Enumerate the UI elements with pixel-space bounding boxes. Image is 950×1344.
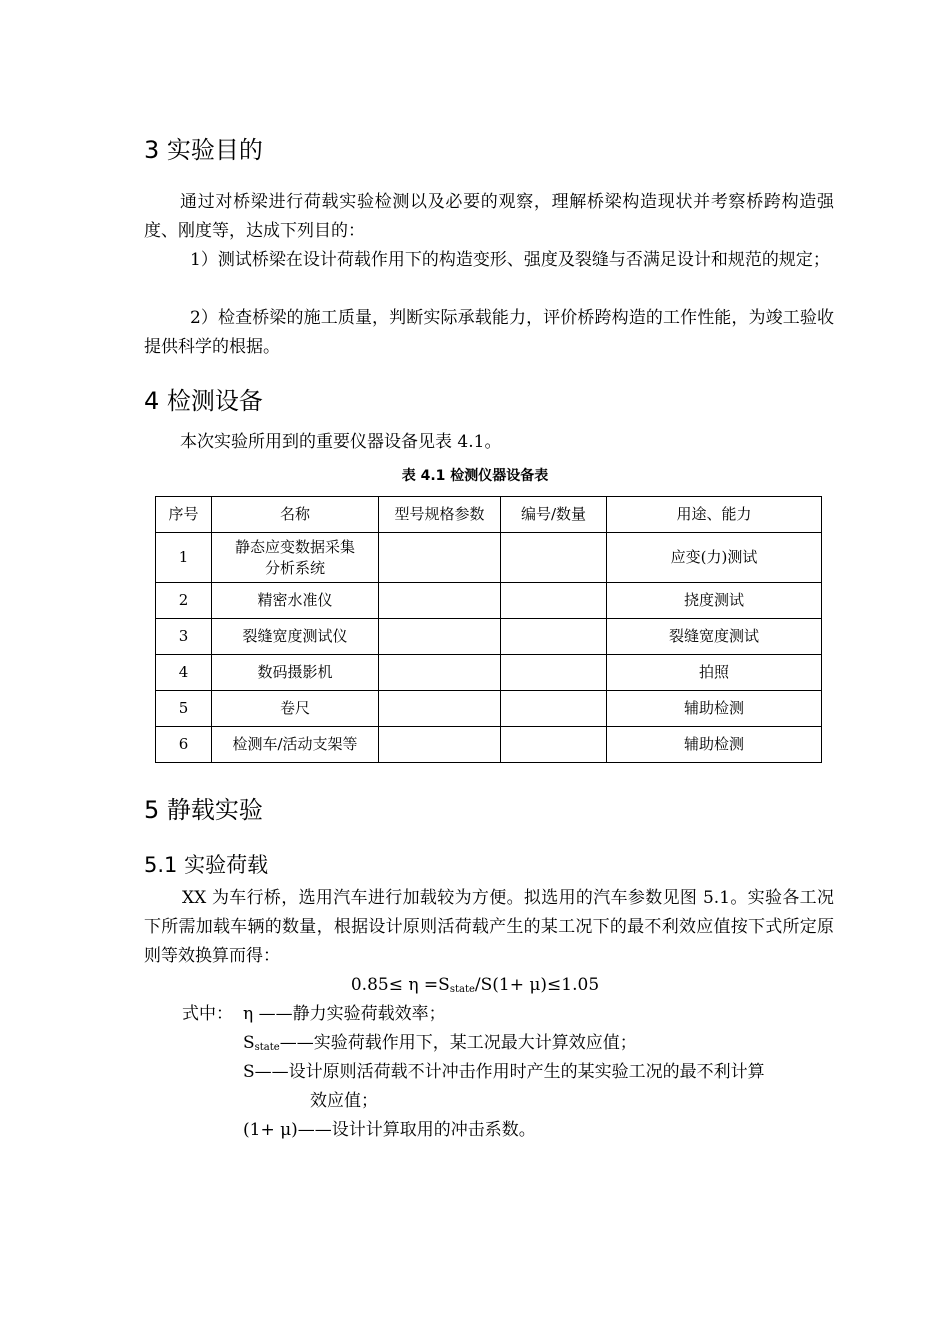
- s-state-text: ——实验荷载作用下，某工况最大计算效应值；: [279, 1033, 637, 1053]
- table-header-cell: 编号/数量: [501, 497, 607, 533]
- table-header-cell: 型号规格参数: [379, 497, 501, 533]
- table-row: [156, 583, 822, 619]
- section-5-1-paragraph: XX 为车行桥，选用汽车进行加载较为方便。拟选用的汽车参数见图 5.1。实验各工况下所需加载车辆的数量，根据设计原则活荷载产生的某工况下的最不利效应值按下式所定原则等效换算而得：: [144, 888, 834, 966]
- table-row: [156, 655, 822, 691]
- table-cell-qty: [501, 691, 607, 727]
- table-cell-no: 3: [156, 619, 212, 655]
- section-3-item-2: 2）检查桥梁的施工质量，判断实际承载能力，评价桥跨构造的工作性能，为竣工验收提供科学的根据。: [144, 308, 834, 357]
- table-row: [156, 691, 822, 727]
- section-3-item-1: 1）测试桥梁在设计荷载作用下的构造变形、强度及裂缝与否满足设计和规范的规定；: [190, 250, 830, 270]
- table-cell-use: 拍照: [607, 655, 822, 691]
- definition-s-line-2: 效应值；: [310, 1091, 378, 1111]
- table-cell-model: [379, 533, 501, 583]
- section-5-heading: 5 静载实验: [144, 796, 263, 824]
- section-3-heading: 3 实验目的: [144, 136, 263, 164]
- table-header-cell: 名称: [212, 497, 379, 533]
- table-cell-use: 挠度测试: [607, 583, 822, 619]
- table-cell-use: 辅助检测: [607, 691, 822, 727]
- table-cell-model: [379, 619, 501, 655]
- formula-subscript: state: [449, 984, 475, 995]
- s-state-symbol: S: [243, 1033, 255, 1053]
- table-caption: 表 4.1 检测仪器设备表: [401, 468, 549, 484]
- table-row: [156, 533, 822, 583]
- definition-mu: (1+ μ)——设计计算取用的冲击系数。: [243, 1120, 536, 1140]
- table-header-cell: 用途、能力: [607, 497, 822, 533]
- s-state-subscript: state: [254, 1042, 280, 1053]
- table-cell-no: 4: [156, 655, 212, 691]
- section-5-1-heading: 5.1 实验荷载: [144, 853, 269, 877]
- table-cell-no: 1: [156, 533, 212, 583]
- section-3-intro-paragraph: 通过对桥梁进行荷载实验检测以及必要的观察，理解桥梁构造现状并考察桥跨构造强度、刚度等，达成下列目的：: [144, 192, 834, 241]
- table-cell-no: 2: [156, 583, 212, 619]
- table-cell-model: [379, 583, 501, 619]
- definition-s-line-1: S——设计原则活荷载不计冲击作用时产生的某实验工况的最不利计算: [243, 1062, 765, 1082]
- table-cell-qty: [501, 583, 607, 619]
- table-cell-model: [379, 727, 501, 763]
- table-cell-use: 裂缝宽度测试: [607, 619, 822, 655]
- formula-part-1: 0.85≤ η =S: [350, 975, 450, 995]
- table-cell-qty: [501, 727, 607, 763]
- table-cell-model: [379, 655, 501, 691]
- formula-part-2: /S(1+ μ)≤1.05: [474, 975, 600, 995]
- table-cell-model: [379, 691, 501, 727]
- table-cell-qty: [501, 655, 607, 691]
- equipment-table: [155, 496, 822, 763]
- definition-s-state: [243, 1029, 637, 1058]
- section-4-intro: 本次实验所用到的重要仪器设备见表 4.1。: [180, 432, 502, 452]
- table-cell-qty: [501, 619, 607, 655]
- definition-eta: η ——静力实验荷载效率；: [243, 1004, 446, 1024]
- table-cell-name: 卷尺: [212, 691, 379, 727]
- table-header-cell: 序号: [156, 497, 212, 533]
- table-cell-no: 5: [156, 691, 212, 727]
- table-cell-name-text: 静态应变数据采集分析系统: [234, 537, 355, 577]
- efficiency-formula: [0, 971, 950, 1000]
- where-label: 式中：: [182, 1004, 233, 1024]
- table-cell-name: 检测车/活动支架等: [212, 727, 379, 763]
- table-cell-name: 精密水准仪: [212, 583, 379, 619]
- table-cell-name: 裂缝宽度测试仪: [212, 619, 379, 655]
- section-4-heading: 4 检测设备: [144, 387, 263, 415]
- table-row: [156, 727, 822, 763]
- table-row: [156, 619, 822, 655]
- table-cell-qty: [501, 533, 607, 583]
- table-cell-use: 应变(力)测试: [607, 533, 822, 583]
- table-cell-name: [212, 533, 379, 583]
- table-cell-use: 辅助检测: [607, 727, 822, 763]
- table-cell-name: 数码摄影机: [212, 655, 379, 691]
- table-header-row: [156, 497, 822, 533]
- table-cell-no: 6: [156, 727, 212, 763]
